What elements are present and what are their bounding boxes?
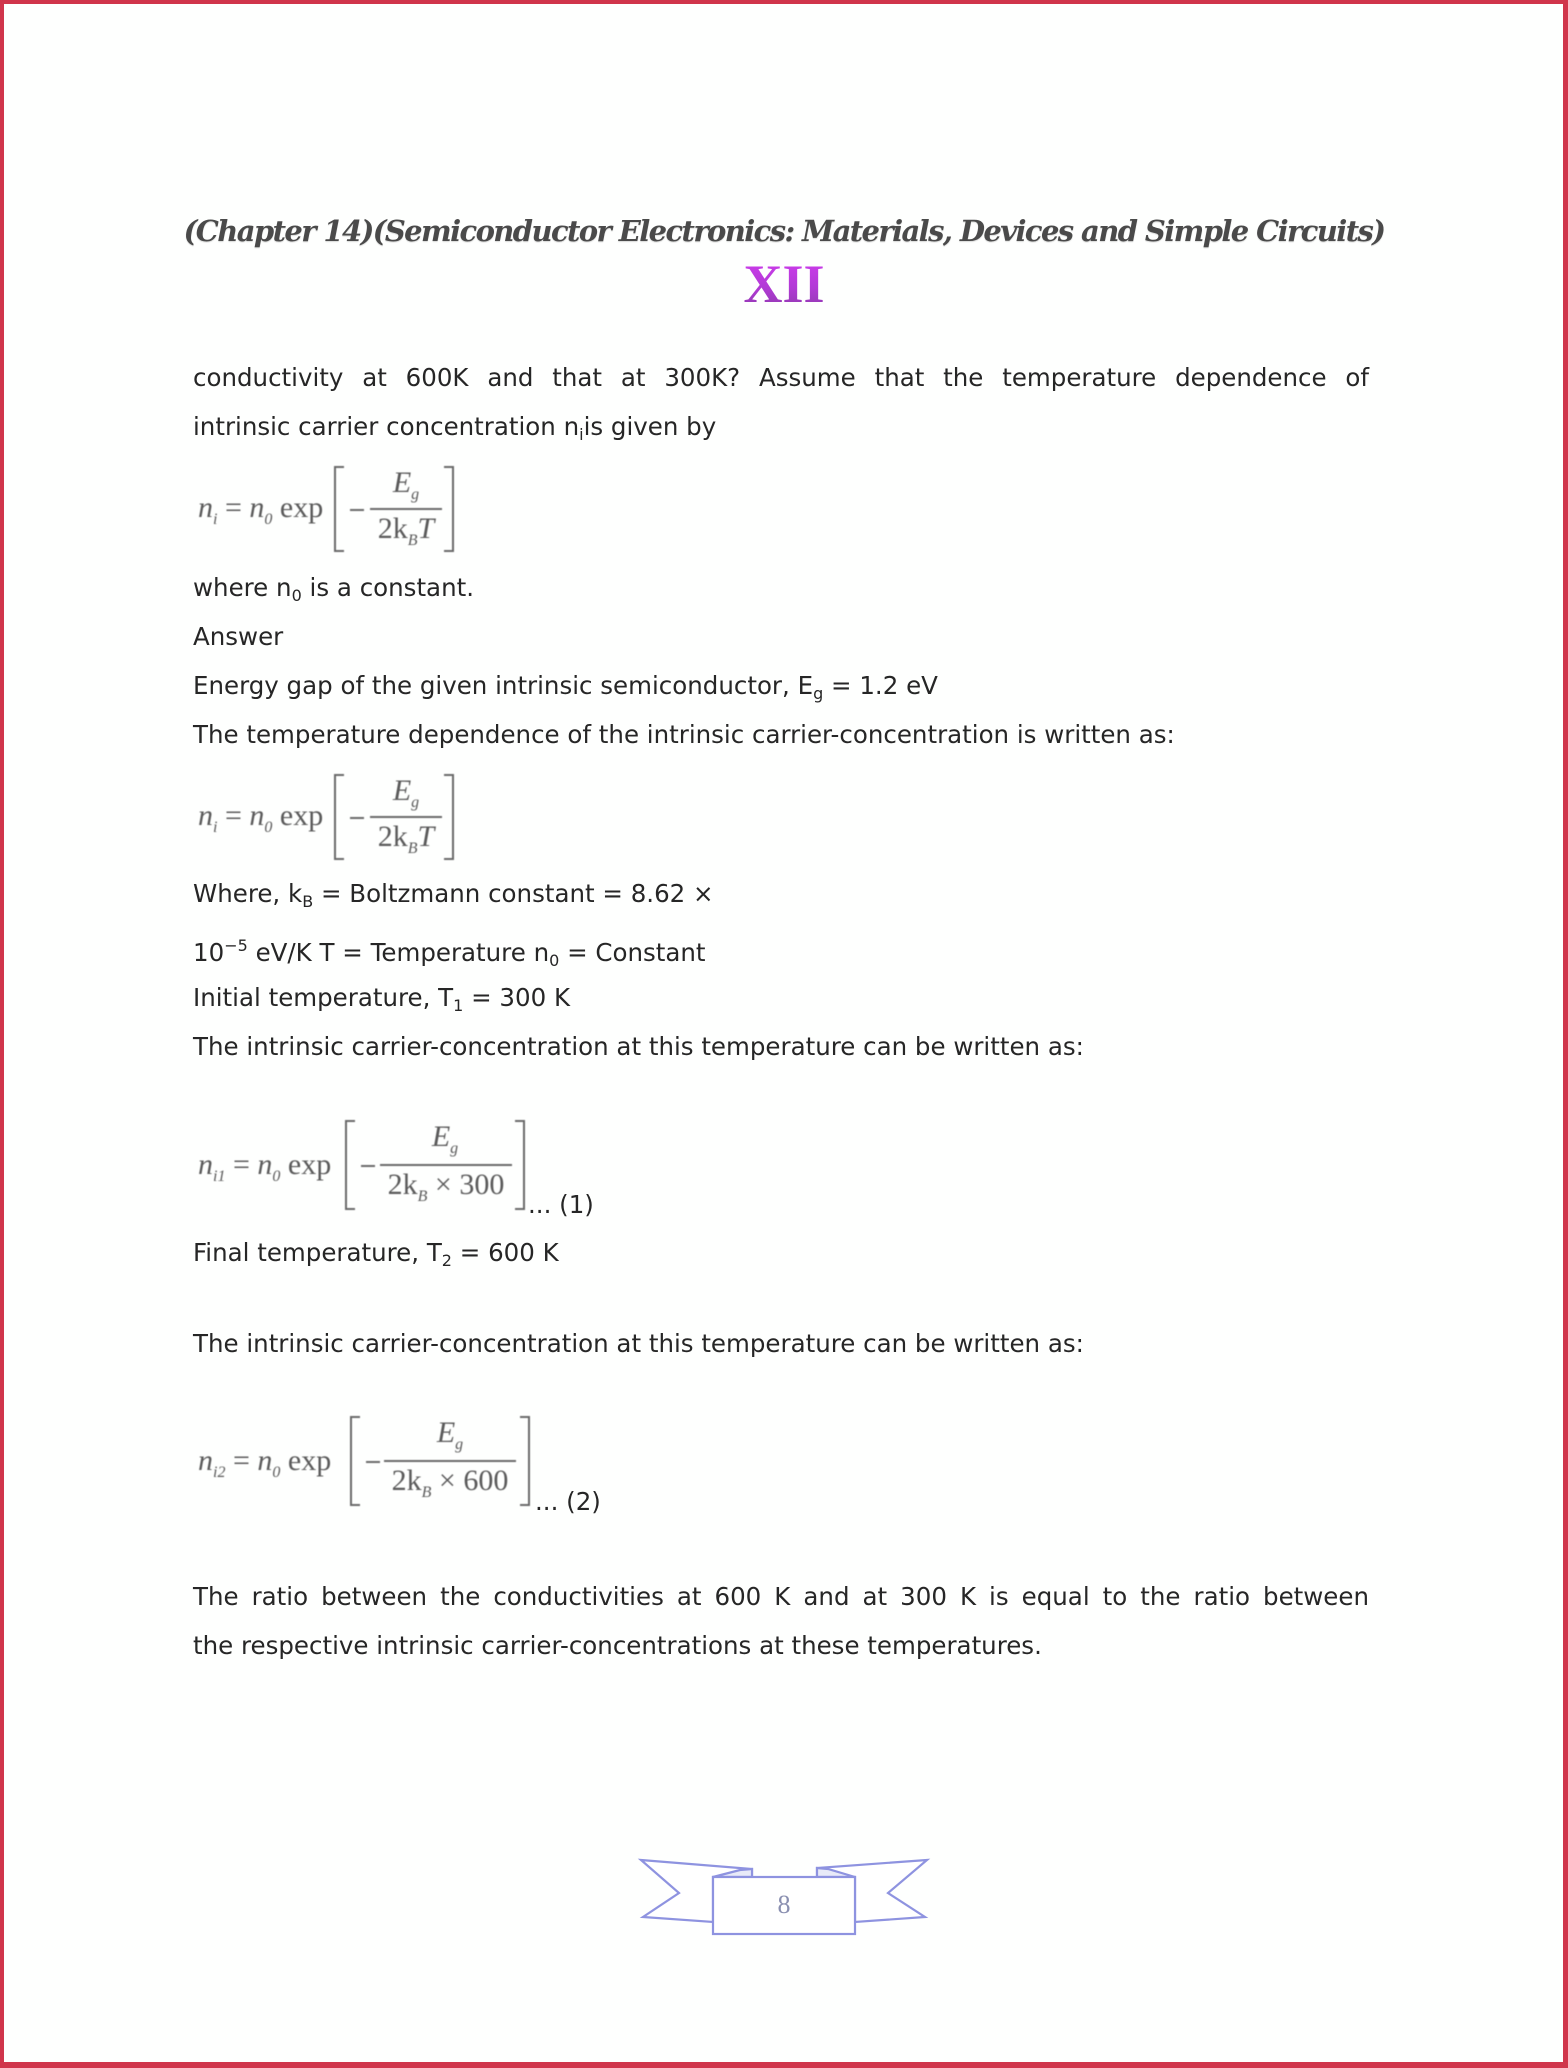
question-line-2 <box>193 412 1369 450</box>
symbol: n <box>198 1148 213 1181</box>
text: where n <box>193 573 292 602</box>
fraction-denominator <box>384 1464 516 1502</box>
initial-temperature-line <box>193 983 1369 1021</box>
equation-1 <box>198 1118 538 1213</box>
subscript: B <box>407 532 418 549</box>
exp-function: exp <box>280 1444 332 1477</box>
question-line-1: conductivity at 600K and that at 300K? Assume that the temperature dependence of <box>193 363 1369 392</box>
subscript: g <box>411 486 420 503</box>
fraction-numerator <box>370 466 442 504</box>
minus-sign <box>350 817 364 819</box>
equals: = <box>217 799 250 832</box>
exp-function: exp <box>272 491 324 524</box>
answer-label: Answer <box>193 622 284 651</box>
temperature-dependence-line: The temperature dependence of the intrinsic carrier-concentration is written as: <box>193 720 1175 749</box>
symbol: n <box>257 1148 273 1181</box>
energy-gap-line <box>193 671 1369 709</box>
superscript: −5 <box>224 936 248 955</box>
text: 2k <box>377 512 408 545</box>
minus-sign <box>361 1165 375 1167</box>
carrier-concentration-line-1: The intrinsic carrier-concentration at this temperature can be written as: <box>193 1032 1084 1061</box>
subscript: g <box>813 684 824 703</box>
symbol: E <box>392 466 412 499</box>
minus-sign <box>350 509 364 511</box>
carrier-concentration-line-2: The intrinsic carrier-concentration at this temperature can be written as: <box>193 1329 1084 1358</box>
text: × 300 <box>427 1168 505 1201</box>
equals: = <box>225 1148 258 1181</box>
subscript: i <box>579 425 584 444</box>
equation-intrinsic-concentration-repeat <box>198 772 468 862</box>
subscript: 0 <box>272 1464 281 1481</box>
left-bracket <box>334 774 344 860</box>
text: Initial temperature, T <box>193 983 454 1012</box>
equation-lhs <box>198 1444 331 1482</box>
symbol: n <box>198 799 213 832</box>
symbol: E <box>392 774 412 807</box>
page-number: 8 <box>777 1890 791 1919</box>
subscript: g <box>411 794 420 811</box>
text: Energy gap of the given intrinsic semiconductor, E <box>193 671 814 700</box>
minus-sign <box>366 1461 380 1463</box>
text: = Constant <box>559 938 706 967</box>
subscript: B <box>417 1188 428 1205</box>
text: = 600 K <box>451 1238 559 1267</box>
subscript: 1 <box>453 996 464 1015</box>
exp-function: exp <box>280 1148 332 1181</box>
text: = Boltzmann constant = 8.62 × <box>313 879 714 908</box>
subscript: 0 <box>272 1168 281 1185</box>
right-bracket <box>515 1120 525 1210</box>
symbol: n <box>249 799 265 832</box>
subscript: 0 <box>264 511 273 528</box>
symbol: n <box>257 1444 273 1477</box>
exp-function: exp <box>272 799 324 832</box>
fraction-bar <box>370 508 442 510</box>
left-bracket <box>345 1120 355 1210</box>
subscript: 0 <box>264 819 273 836</box>
text: is a constant. <box>301 573 474 602</box>
symbol: n <box>198 491 213 524</box>
fraction-numerator <box>380 1120 510 1158</box>
fraction-denominator <box>380 1168 512 1206</box>
final-temperature-line <box>193 1238 1369 1276</box>
equals: = <box>225 1444 258 1477</box>
subscript: i1 <box>213 1168 226 1185</box>
equation-lhs <box>198 491 323 529</box>
symbol: E <box>436 1416 456 1449</box>
subscript: 0 <box>291 586 302 605</box>
text: 2k <box>387 1168 418 1201</box>
subscript: i <box>213 819 218 836</box>
ratio-line-2: the respective intrinsic carrier-concentrations at these temperatures. <box>193 1631 1042 1660</box>
ratio-line-1: The ratio between the conductivities at 600 K and at 300 K is equal to the ratio between <box>193 1582 1369 1611</box>
equation-intrinsic-concentration <box>198 464 468 554</box>
subscript: B <box>421 1484 432 1501</box>
class-label: XII <box>0 254 1568 314</box>
fraction-bar <box>384 1460 516 1462</box>
left-bracket <box>350 1416 360 1506</box>
fraction-denominator <box>370 512 442 550</box>
text: = 1.2 eV <box>823 671 938 700</box>
equals: = <box>217 491 250 524</box>
fraction-bar <box>370 816 442 818</box>
symbol: T <box>417 820 435 853</box>
text: = 300 K <box>463 983 571 1012</box>
subscript: i2 <box>213 1464 226 1481</box>
equation-2 <box>198 1414 543 1509</box>
right-bracket <box>520 1416 530 1506</box>
subscript: g <box>450 1140 459 1157</box>
left-bracket <box>334 466 344 552</box>
subscript: B <box>302 892 314 911</box>
subscript: B <box>407 840 418 857</box>
fraction-numerator <box>370 774 442 812</box>
right-bracket <box>444 466 454 552</box>
subscript: 0 <box>549 951 560 970</box>
text: Where, k <box>193 879 303 908</box>
text: intrinsic carrier concentration n <box>193 412 580 441</box>
subscript: 2 <box>441 1251 452 1270</box>
symbol: n <box>198 1444 213 1477</box>
fraction-bar <box>380 1164 512 1166</box>
text: 2k <box>391 1464 422 1497</box>
subscript: i <box>213 511 218 528</box>
boltzmann-line <box>193 879 1369 917</box>
fraction-denominator <box>370 820 442 858</box>
equation-1-label: ... (1) <box>528 1190 594 1219</box>
equation-lhs <box>198 1148 331 1186</box>
chapter-title: (Chapter 14)(Semiconductor Electronics: Materials, Devices and Simple Circuits) <box>183 214 1385 248</box>
text: 2k <box>377 820 408 853</box>
fraction-numerator <box>384 1416 516 1454</box>
text: eV/K T = Temperature n <box>247 938 550 967</box>
text: 10 <box>193 938 225 967</box>
symbol: T <box>417 512 435 545</box>
equation-lhs <box>198 799 323 837</box>
units-line <box>193 931 1369 976</box>
text: Final temperature, T <box>193 1238 442 1267</box>
right-bracket <box>444 774 454 860</box>
constant-note <box>193 573 1369 611</box>
text: × 600 <box>431 1464 509 1497</box>
text: is given by <box>583 412 717 441</box>
subscript: g <box>455 1436 464 1453</box>
equation-2-label: ... (2) <box>535 1487 601 1516</box>
symbol: n <box>249 491 265 524</box>
symbol: E <box>431 1120 451 1153</box>
